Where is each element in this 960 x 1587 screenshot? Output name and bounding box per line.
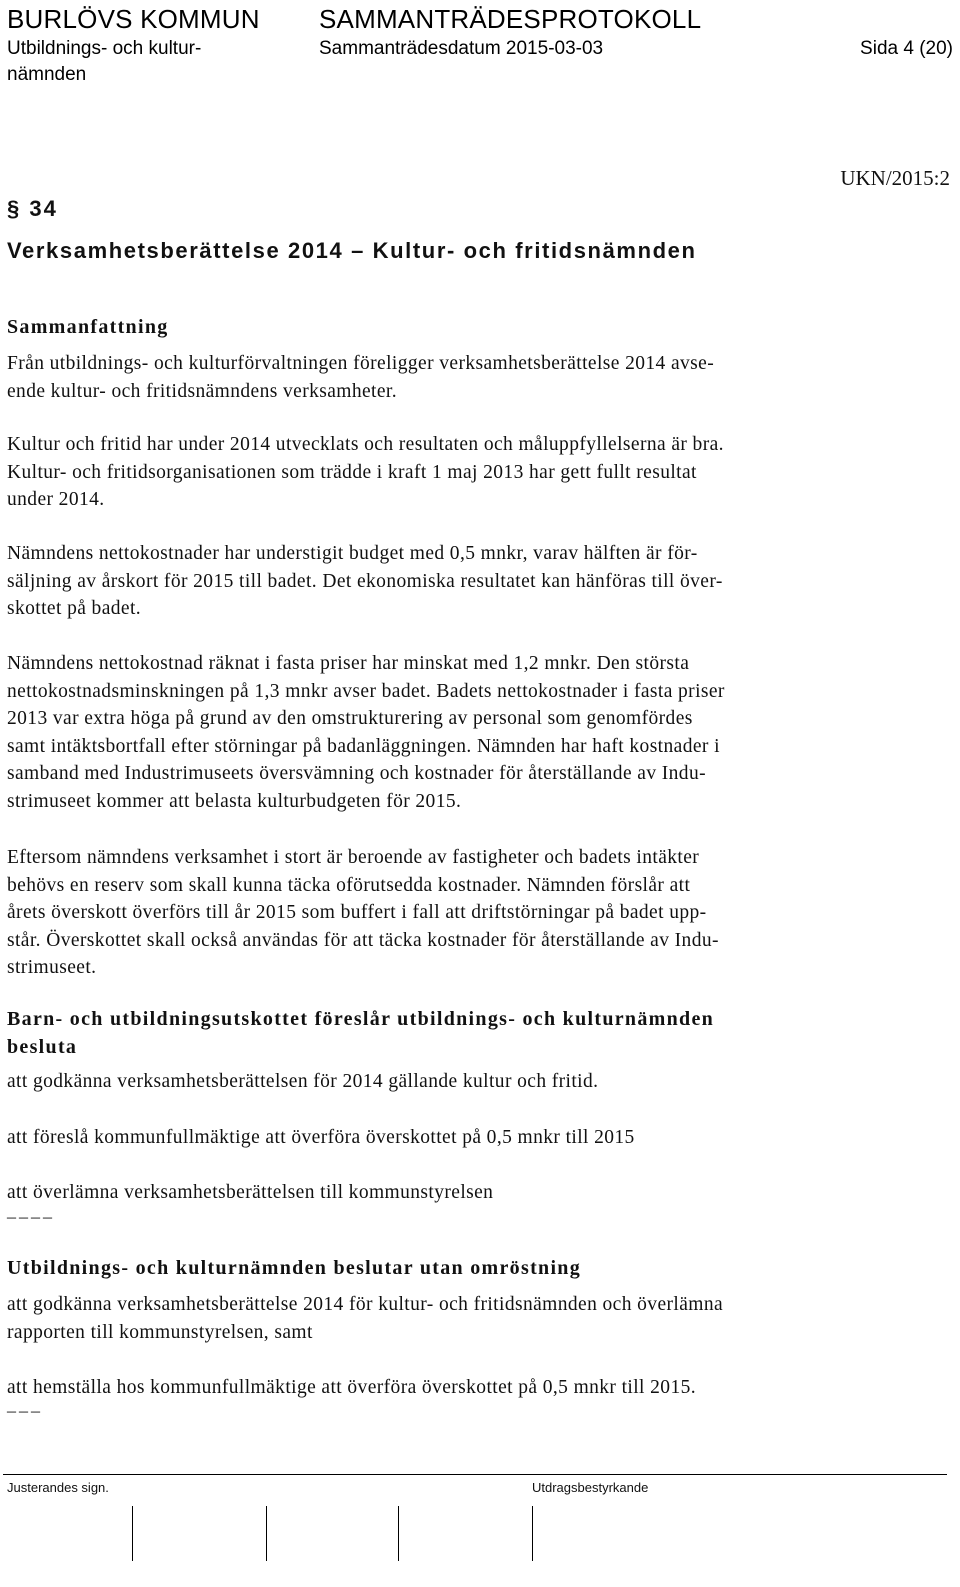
section-title: Verksamhetsberättelse 2014 – Kultur- och fritidsnämnden — [7, 238, 697, 263]
proposal-heading: Barn- och utbildningsutskottet föreslår utbildnings- och kulturnämnden — [7, 1008, 715, 1030]
summary-paragraph-1 — [7, 350, 942, 405]
text-line: att överlämna verksamhetsberättelsen till kommunstyrelsen — [7, 1182, 494, 1203]
signature-box-divider — [398, 1506, 399, 1561]
text-line: strimuseet kommer att belasta kulturbudgeten för 2015. — [7, 790, 462, 812]
text-line: att hemställa hos kommunfullmäktige att överföra överskottet på 0,5 mnkr till 2015. — [7, 1377, 697, 1398]
text-line: under 2014. — [7, 489, 105, 510]
summary-paragraph-4 — [7, 650, 942, 815]
text-line: att godkänna verksamhetsberättelse 2014 för kultur- och fritidsnämnden och överlämna — [7, 1294, 724, 1315]
page-number: Sida 4 (20) — [860, 38, 953, 59]
case-number: UKN/2015:2 — [840, 166, 950, 190]
text-line: Nämndens nettokostnad räknat i fasta priser har minskat med 1,2 mnkr. Den största — [7, 653, 690, 674]
committee-name-cont: nämnden — [7, 64, 87, 85]
text-line: årets överskott överförs till år 2015 som buffert i fall att driftstörningar på badet upp- — [7, 902, 707, 923]
org-name: BURLÖVS KOMMUN — [7, 4, 260, 34]
committee-name: Utbildnings- och kultur- — [7, 38, 202, 59]
text-line: Kultur- och fritidsorganisationen som trädde i kraft 1 maj 2013 har gett fullt resultat — [7, 461, 697, 483]
text-line: 2013 var extra höga på grund av den omstrukturering av personal som genomfördes — [7, 708, 693, 729]
text-line: står. Överskottet skall också användas för att täcka kostnader för återställande av Indu- — [7, 929, 719, 951]
proposal-heading-cont: besluta — [7, 1036, 78, 1058]
proposal-item-2 — [7, 1124, 942, 1152]
text-line: att föreslå kommunfullmäktige att överföra överskottet på 0,5 mnkr till 2015 — [7, 1127, 635, 1148]
text-line: ende kultur- och fritidsnämndens verksamheter. — [7, 380, 398, 402]
summary-heading: Sammanfattning — [7, 316, 169, 338]
extract-label: Utdragsbestyrkande — [532, 1480, 649, 1495]
summary-paragraph-3 — [7, 540, 942, 623]
text-line: samband med Industrimuseets översvämning och kostnader för återställande av Indu- — [7, 763, 706, 784]
signature-footer — [0, 1474, 960, 1587]
section-number: § 34 — [7, 196, 58, 221]
proposal-separator: ____ — [7, 1200, 55, 1220]
text-line: strimuseet. — [7, 957, 97, 978]
signature-box-divider — [532, 1506, 533, 1561]
summary-paragraph-5 — [7, 844, 942, 982]
text-line: behövs en reserv som skall kunna täcka oförutsedda kostnader. Nämnden förslår att — [7, 874, 691, 896]
text-line: Nämndens nettokostnader har understigit budget med 0,5 mnkr, varav hälften är för- — [7, 543, 698, 564]
decision-item-1 — [7, 1291, 942, 1346]
text-line: Eftersom nämndens verksamhet i stort är beroende av fastigheter och badets intäkter — [7, 847, 700, 868]
sign-label: Justerandes sign. — [7, 1480, 109, 1495]
proposal-item-3 — [7, 1179, 942, 1207]
text-line: säljning av årskort för 2015 till badet. Det ekonomiska resultatet kan hänföras till över- — [7, 570, 723, 592]
proposal-item-1 — [7, 1068, 942, 1096]
text-line: samt intäktsbortfall efter störningar på badanläggningen. Nämnden har haft kostnader i — [7, 735, 720, 757]
text-line: nettokostnadsminskningen på 1,3 mnkr avser badet. Badets nettokostnader i fasta priser — [7, 680, 725, 702]
text-line: rapporten till kommunstyrelsen, samt — [7, 1321, 313, 1343]
text-line: skottet på badet. — [7, 598, 142, 619]
text-line: Från utbildnings- och kulturförvaltningen föreligger verksamhetsberättelse 2014 avse- — [7, 353, 715, 374]
meeting-date: Sammanträdesdatum 2015-03-03 — [319, 38, 604, 59]
decision-separator: ___ — [7, 1394, 43, 1414]
text-line: Kultur och fritid har under 2014 utvecklats och resultaten och måluppfyllelserna är bra. — [7, 434, 724, 455]
decision-item-2 — [7, 1374, 942, 1402]
doc-type: SAMMANTRÄDESPROTOKOLL — [319, 4, 702, 34]
decision-heading: Utbildnings- och kulturnämnden beslutar utan omröstning — [7, 1257, 582, 1279]
text-line: att godkänna verksamhetsberättelsen för 2014 gällande kultur och fritid. — [7, 1071, 599, 1092]
page-header — [7, 4, 953, 85]
header-title-row — [7, 4, 702, 35]
footer-rule — [3, 1474, 947, 1475]
signature-box-divider — [132, 1506, 133, 1561]
signature-box-divider — [266, 1506, 267, 1561]
summary-paragraph-2 — [7, 431, 942, 514]
